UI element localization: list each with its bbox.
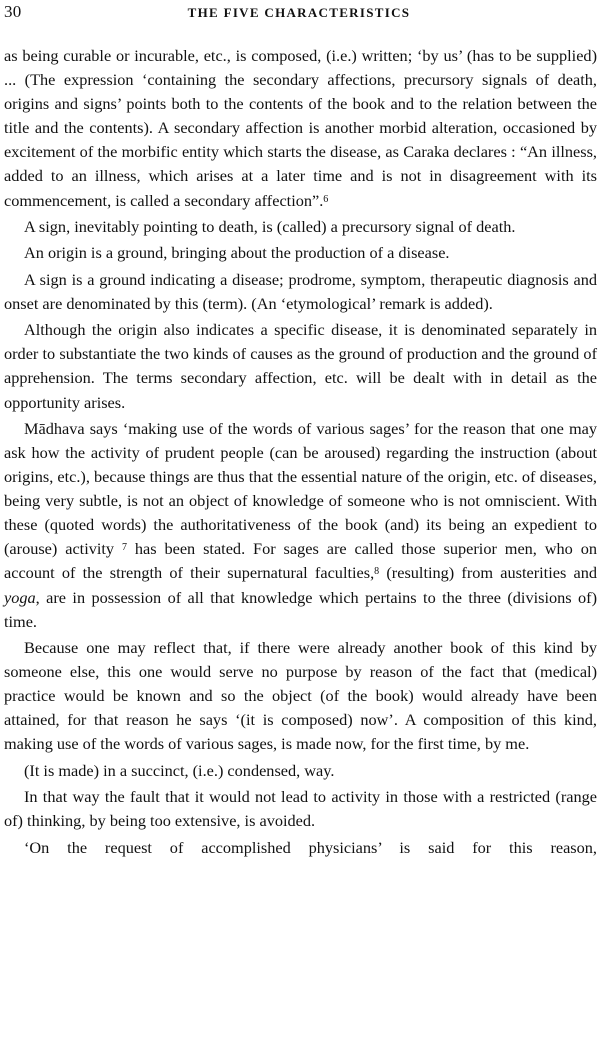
- paragraph: (It is made) in a succinct, (i.e.) condensed, way.: [24, 760, 335, 780]
- paragraph: A sign, inevitably pointing to death, is (called) a precursory signal of death.: [24, 216, 516, 236]
- paragraph: [4, 417, 597, 634]
- running-title: THE FIVE CHARACTERISTICS: [187, 5, 411, 20]
- paragraph-text: , are in possession of all that knowledge which pertains to the three (divisions of) time.: [4, 587, 597, 631]
- paragraph: A sign is a ground indicating a disease; prodrome, symptom, therapeutic diagnosis and onset are denominated by this (term). (An ‘etymological’ remark is added).: [4, 269, 597, 313]
- paragraph-continued: [4, 44, 597, 213]
- paragraph: An origin is a ground, bringing about the production of a disease.: [24, 243, 450, 263]
- paragraph: Because one may reflect that, if there were already another book of this kind by someone else, this one would serve no purpose by reason of the fact that (medical) practice would be known and so the object (of the book) would already have been attained, for that reason he says ‘(it is composed) now’. A composition of this kind, making use of the words of various sages, is made now, for the first time, by me.: [4, 638, 597, 754]
- paragraph-text: as being curable or incurable, etc., is composed, (i.e.) written; ‘by us’ (has to be supplied) ... (The expression ‘containing the secondary affections, precursory signals of death, origins and signs’ points both to the contents of the book and to the relation between the title and the contents). A secondary affection is another morbid alteration, occasioned by excitement of the morbific entity which starts the disease, as Caraka declares : “An illness, added to an illness, which arises at a later time and is not in disagreement with its commencement, is called a secondary affection”.: [4, 46, 597, 210]
- footnote-marker: 7: [121, 542, 127, 554]
- paragraph-text: Mādhava says ‘making use of the words of various sages’ for the reason that one may ask how the activity of prudent people (can be aroused) regarding the instruction (about origins, etc.), because things are thus that the essential nature of the origin, etc. of diseases, being very subtle, is not an object of knowledge of someone who is not omniscient. With these (quoted words) the authoritativeness of the book (and) its being an expedient to (arouse) activity: [4, 418, 597, 559]
- body-text: [4, 44, 597, 862]
- running-header: [4, 2, 594, 24]
- footnote-marker: 8: [374, 566, 380, 578]
- paragraph: Although the origin also indicates a specific disease, it is denominated separately in order to substantiate the two kinds of causes as the ground of production and the ground of apprehension. The terms secondary affection, etc. will be dealt with in detail as the opportunity arises.: [4, 320, 597, 412]
- paragraph: In that way the fault that it would not lead to activity in those with a restricted (range of) thinking, by being too extensive, is avoided.: [4, 787, 597, 831]
- paragraph: ‘On the request of accomplished physicians’ is said for this reason,: [24, 837, 597, 857]
- footnote-marker: 6: [323, 193, 329, 205]
- page-number: 30: [4, 2, 22, 21]
- italic-term: yoga: [4, 587, 36, 607]
- paragraph-text: has been stated. For sages are called those superior men, who on account of the strength of their supernatural faculties,: [4, 539, 597, 583]
- paragraph-text: (resulting) from austerities and: [379, 563, 598, 583]
